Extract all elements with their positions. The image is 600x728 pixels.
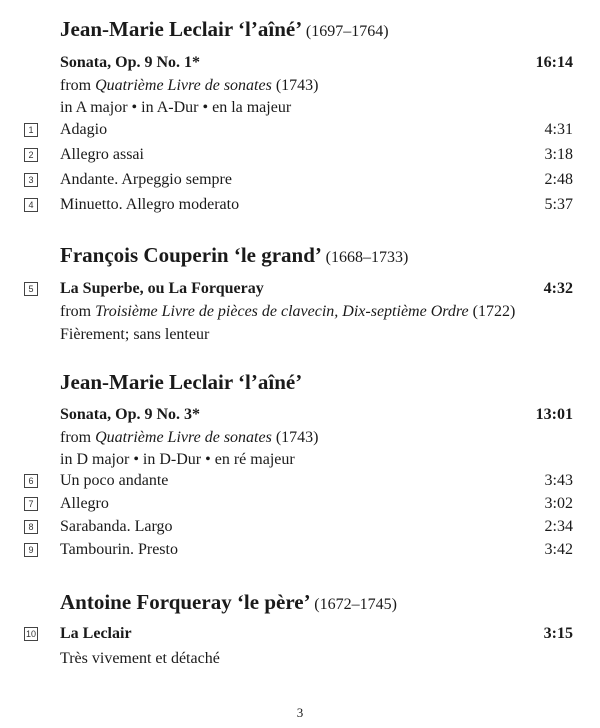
work-title-row — [60, 54, 573, 72]
work-title-row — [60, 280, 573, 298]
source-prefix: from — [60, 77, 96, 94]
work-title-row — [60, 625, 573, 643]
composer-name: Jean-Marie Leclair ‘l’aîné’ — [60, 370, 303, 394]
track-title: Andante. Arpeggio sempre — [60, 171, 232, 188]
track-duration: 3:02 — [544, 495, 573, 512]
track-title: Adagio — [60, 121, 108, 138]
composer-heading — [60, 370, 302, 395]
track-title: Sarabanda. Largo — [60, 518, 173, 535]
track-number-box: 1 — [24, 123, 38, 137]
track-duration: 5:37 — [544, 196, 573, 213]
work-key: in D major • in D-Dur • en ré majeur — [60, 451, 295, 468]
source-title: Quatrième Livre de sonates — [95, 77, 272, 94]
composer-heading — [60, 243, 408, 268]
track-number-box: 6 — [24, 474, 38, 488]
track-number-box: 8 — [24, 520, 38, 534]
page-number: 3 — [296, 705, 304, 720]
track-title: Tambourin. Presto — [60, 541, 178, 558]
track-duration: 3:18 — [544, 146, 573, 163]
work-tempo: Fièrement; sans lenteur — [60, 326, 210, 343]
work-source — [60, 429, 573, 447]
track-title: Allegro assai — [60, 146, 144, 163]
work-title: La Leclair — [60, 625, 132, 642]
work-duration: 4:32 — [543, 280, 573, 297]
source-title: Troisième Livre de pièces de clavecin, Dix-septième Ordre — [95, 303, 469, 320]
work-title: Sonata, Op. 9 No. 3* — [60, 406, 201, 423]
composer-name: Antoine Forqueray ‘le père’ — [60, 590, 310, 614]
track-duration: 2:34 — [544, 518, 573, 535]
work-duration: 3:15 — [543, 625, 573, 642]
source-prefix: from — [60, 303, 96, 320]
work-duration: 13:01 — [535, 406, 573, 423]
track-row — [60, 171, 573, 189]
work-key: in A major • in A-Dur • en la majeur — [60, 99, 292, 116]
track-row — [60, 146, 573, 164]
track-number-box: 10 — [25, 629, 36, 639]
source-title: Quatrième Livre de sonates — [95, 429, 272, 446]
work-tempo: Très vivement et détaché — [60, 650, 220, 667]
track-number-box: 4 — [24, 198, 38, 212]
composer-heading — [60, 17, 389, 42]
track-row — [60, 472, 573, 490]
composer-heading — [60, 590, 397, 615]
composer-name: Jean-Marie Leclair ‘l’aîné’ — [60, 17, 301, 41]
track-duration: 2:48 — [544, 171, 573, 188]
track-title: Minuetto. Allegro moderato — [60, 196, 240, 213]
track-title: Un poco andante — [60, 472, 169, 489]
composer-dates: (1668–1733) — [325, 249, 409, 266]
track-row — [60, 121, 573, 139]
work-title: Sonata, Op. 9 No. 1* — [60, 54, 201, 71]
track-title: Allegro — [60, 495, 109, 512]
track-row — [60, 541, 573, 559]
work-source — [60, 77, 573, 95]
track-number-box: 2 — [24, 148, 38, 162]
track-number-box: 3 — [24, 173, 38, 187]
source-prefix: from — [60, 429, 96, 446]
track-duration: 3:43 — [544, 472, 573, 489]
work-source — [60, 303, 573, 321]
work-title-row — [60, 406, 573, 424]
composer-dates: (1672–1745) — [314, 596, 397, 613]
track-number-box: 9 — [24, 543, 38, 557]
track-row — [60, 196, 573, 214]
track-number-box: 7 — [24, 497, 38, 511]
track-number-box: 5 — [24, 282, 38, 296]
source-year: (1743) — [271, 77, 319, 94]
work-title: La Superbe, ou La Forqueray — [60, 280, 264, 297]
track-row — [60, 495, 573, 513]
work-duration: 16:14 — [535, 54, 573, 71]
track-duration: 3:42 — [544, 541, 573, 558]
source-year: (1722) — [468, 303, 516, 320]
source-year: (1743) — [271, 429, 319, 446]
track-row — [60, 518, 573, 536]
track-duration: 4:31 — [544, 121, 573, 138]
composer-name: François Couperin ‘le grand’ — [60, 243, 321, 267]
composer-dates: (1697–1764) — [305, 23, 389, 40]
